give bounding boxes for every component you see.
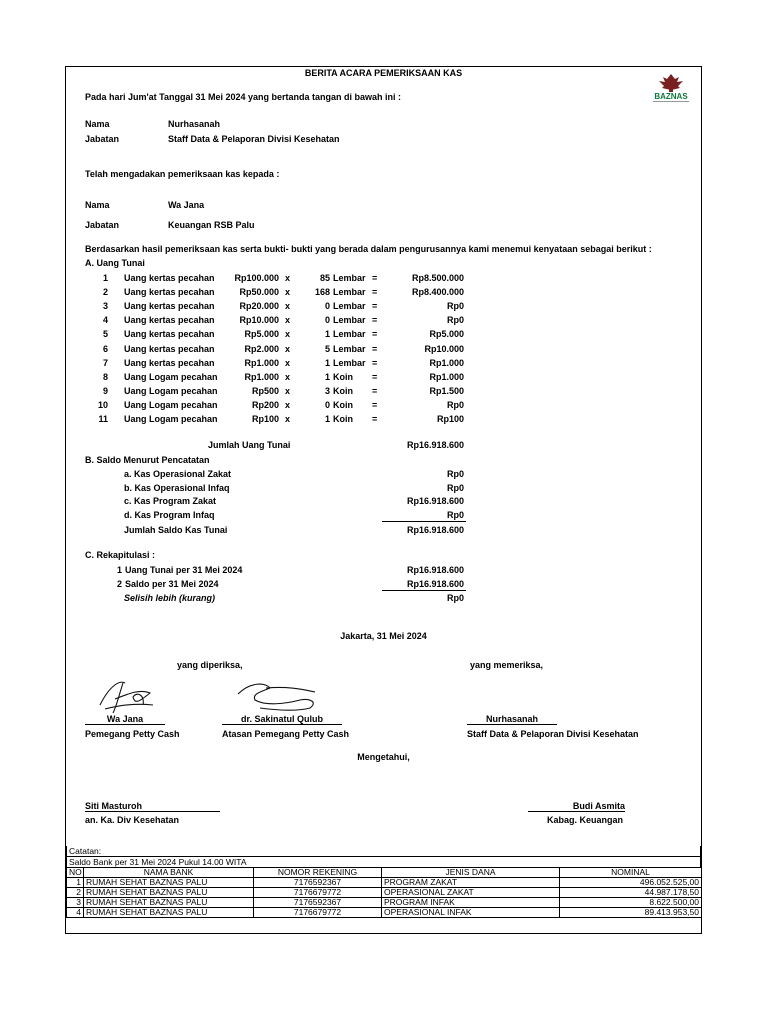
cash-row-total: Rp1.000 xyxy=(429,357,464,368)
cash-row-x: x xyxy=(285,357,291,368)
rekap-row-value: Rp16.918.600 xyxy=(406,565,464,575)
cash-row-no: 9 xyxy=(102,385,108,396)
jumlah-saldo-value: Rp16.918.600 xyxy=(406,525,464,535)
saldo-bank-label: Saldo Bank per 31 Mei 2024 Pukul 14.00 WITA xyxy=(66,856,701,867)
jumlah-saldo-label: Jumlah Saldo Kas Tunai xyxy=(124,525,228,535)
cash-row-qty: 1 xyxy=(324,329,330,340)
cash-row-unit: Lembar xyxy=(333,273,366,283)
cash-row-unit: Lembar xyxy=(333,343,366,354)
cash-row-unit: Koin xyxy=(333,371,353,382)
cash-row-desc: Uang Logam pecahan xyxy=(124,399,218,410)
cash-row-total: Rp8.500.000 xyxy=(411,273,464,283)
bank-cell: 7176592367 xyxy=(254,878,382,888)
cash-row-x: x xyxy=(285,315,291,326)
cash-row-eq: = xyxy=(372,273,378,283)
bank-cell: 44.987.178,50 xyxy=(560,888,702,898)
bank-table xyxy=(66,867,702,918)
notes-section xyxy=(66,846,701,918)
signatory-3-role: Staff Data & Pelaporan Divisi Kesehatan xyxy=(467,729,639,739)
cash-row-no: 6 xyxy=(102,343,108,354)
bank-cell: 496.052.525,00 xyxy=(560,878,702,888)
cash-row-no: 7 xyxy=(102,357,108,368)
rekap-row-value: Rp16.918.600 xyxy=(406,578,464,589)
person1-nama-label: Nama xyxy=(85,119,110,129)
cash-row-desc: Uang kertas pecahan xyxy=(124,357,215,368)
cash-row-total: Rp0 xyxy=(446,301,464,312)
cash-row-unit: Koin xyxy=(333,399,353,410)
cash-row-total: Rp0 xyxy=(446,315,464,326)
place-date: Jakarta, 31 Mei 2024 xyxy=(340,631,427,641)
section-a-heading: A. Uang Tunai xyxy=(85,258,145,268)
cash-row-denom: Rp100.000 xyxy=(234,273,279,283)
approver-2-name: Budi Asmita xyxy=(528,801,625,812)
cash-row-x: x xyxy=(285,301,291,312)
bank-cell: RUMAH SEHAT BAZNAS PALU xyxy=(84,898,254,908)
cash-row-x: x xyxy=(285,385,291,396)
bank-header-cell: NO xyxy=(67,868,84,878)
bank-cell: 3 xyxy=(67,898,84,908)
signatory-2-role: Atasan Pemegang Petty Cash xyxy=(222,729,350,739)
cash-row-x: x xyxy=(285,329,291,340)
cash-row-eq: = xyxy=(372,371,378,382)
bank-cell: 7176679772 xyxy=(254,908,382,918)
person2-jabatan-label: Jabatan xyxy=(85,220,120,230)
cash-row-total: Rp100 xyxy=(436,414,464,424)
saldo-row-value: Rp16.918.600 xyxy=(406,496,464,506)
cash-row-x: x xyxy=(285,399,291,410)
diperiksa-label: yang diperiksa, xyxy=(177,660,243,670)
section-c-heading: C. Rekapitulasi : xyxy=(85,550,156,560)
bank-table-row xyxy=(67,878,702,888)
cash-row-total: Rp10.000 xyxy=(424,343,464,354)
cash-row-qty: 1 xyxy=(324,357,330,368)
signature-wa-jana xyxy=(95,675,160,717)
cash-row-desc: Uang Logam pecahan xyxy=(124,385,218,396)
cash-row-desc: Uang kertas pecahan xyxy=(124,301,215,312)
bank-cell: 4 xyxy=(67,908,84,918)
cash-row-unit: Lembar xyxy=(333,287,366,298)
cash-row-unit: Lembar xyxy=(333,315,366,326)
bank-table-row xyxy=(67,898,702,908)
cash-row-desc: Uang kertas pecahan xyxy=(124,273,215,283)
cash-row-desc: Uang kertas pecahan xyxy=(124,343,215,354)
cash-row-eq: = xyxy=(372,287,378,298)
saldo-row-label: b. Kas Operasional Infaq xyxy=(124,482,230,493)
catatan-label: Catatan: xyxy=(66,846,701,856)
bank-cell: 1 xyxy=(67,878,84,888)
bank-cell: 2 xyxy=(67,888,84,898)
saldo-row-label: a. Kas Operasional Zakat xyxy=(124,469,232,479)
cash-row-denom: Rp10.000 xyxy=(239,315,279,326)
cash-row-denom: Rp5.000 xyxy=(244,329,279,340)
cash-row-total: Rp0 xyxy=(446,399,464,410)
bank-header-cell: NOMOR REKENING xyxy=(254,868,382,878)
saldo-sum-line xyxy=(382,521,466,522)
cash-row-unit: Lembar xyxy=(333,301,366,312)
bank-cell: OPERASIONAL INFAK xyxy=(382,908,560,918)
person1-nama: Nurhasanah xyxy=(168,119,221,129)
cash-row-denom: Rp2.000 xyxy=(244,343,279,354)
telah-text: Telah mengadakan pemeriksaan kas kepada : xyxy=(85,169,280,179)
bank-cell: 8.622.500,00 xyxy=(560,898,702,908)
cash-row-eq: = xyxy=(372,315,378,326)
signatory-3-name: Nurhasanah xyxy=(467,714,557,725)
cash-row-no: 3 xyxy=(102,301,108,312)
bank-table-header xyxy=(67,868,702,878)
cash-row-denom: Rp20.000 xyxy=(239,301,279,312)
cash-row-denom: Rp50.000 xyxy=(239,287,279,298)
intro-text: Pada hari Jum'at Tanggal 31 Mei 2024 yang bertanda tangan di bawah ini : xyxy=(85,92,402,102)
cash-row-denom: Rp100 xyxy=(251,414,279,424)
cash-row-qty: 1 xyxy=(324,371,330,382)
person2-nama-label: Nama xyxy=(85,200,110,210)
cash-row-desc: Uang kertas pecahan xyxy=(124,315,215,326)
cash-row-qty: 85 xyxy=(319,273,330,283)
section-b-heading: B. Saldo Menurut Pencatatan xyxy=(85,455,210,465)
cash-row-unit: Lembar xyxy=(333,357,366,368)
cash-row-eq: = xyxy=(372,301,378,312)
cash-row-no: 4 xyxy=(102,315,108,326)
signature-sakinatul xyxy=(230,678,325,714)
rekap-row-label: Uang Tunai per 31 Mei 2024 xyxy=(125,565,243,575)
rekap-row-no: 2 xyxy=(116,578,122,589)
approver-2-role: Kabag. Keuangan xyxy=(547,815,624,825)
cash-row-x: x xyxy=(285,414,291,424)
cash-row-total: Rp5.000 xyxy=(429,329,464,340)
bank-cell: PROGRAM INFAK xyxy=(382,898,560,908)
memeriksa-label: yang memeriksa, xyxy=(470,660,544,670)
cash-row-unit: Lembar xyxy=(333,329,366,340)
cash-row-no: 2 xyxy=(102,287,108,298)
signatory-1-role: Pemegang Petty Cash xyxy=(85,729,180,739)
cash-row-no: 5 xyxy=(102,329,108,340)
rekap-row-label: Saldo per 31 Mei 2024 xyxy=(125,578,219,589)
berdasarkan-text: Berdasarkan hasil pemeriksaan kas serta bukti- bukti yang berada dalam pengurusannya kami menemui kenyataan sebagai berikut : xyxy=(85,244,652,254)
cash-row-x: x xyxy=(285,273,291,283)
bank-table-row xyxy=(67,908,702,918)
bank-table-row xyxy=(67,888,702,898)
cash-row-total: Rp1.000 xyxy=(429,371,464,382)
bank-header-cell: NAMA BANK xyxy=(84,868,254,878)
approver-1-name: Siti Masturoh xyxy=(85,801,220,812)
saldo-row-value: Rp0 xyxy=(446,469,464,479)
bank-cell: RUMAH SEHAT BAZNAS PALU xyxy=(84,908,254,918)
selisih-label: Selisih lebih (kurang) xyxy=(124,593,216,603)
mengetahui-label: Mengetahui, xyxy=(357,752,410,762)
cash-row-no: 10 xyxy=(97,399,108,410)
svg-text:BAZNAS: BAZNAS xyxy=(654,92,688,101)
rekap-row-no: 1 xyxy=(116,565,122,575)
bank-cell: PROGRAM ZAKAT xyxy=(382,878,560,888)
page-title: BERITA ACARA PEMERIKSAAN KAS xyxy=(304,68,463,78)
cash-row-desc: Uang Logam pecahan xyxy=(124,414,218,424)
saldo-row-value: Rp0 xyxy=(446,482,464,493)
person2-jabatan: Keuangan RSB Palu xyxy=(168,220,255,230)
cash-row-unit: Koin xyxy=(333,414,353,424)
bank-cell: 7176679772 xyxy=(254,888,382,898)
saldo-row-label: d. Kas Program Infaq xyxy=(124,509,215,520)
cash-row-no: 8 xyxy=(102,371,108,382)
person1-jabatan-label: Jabatan xyxy=(85,134,120,144)
cash-row-eq: = xyxy=(372,357,378,368)
bank-header-cell: JENIS DANA xyxy=(382,868,560,878)
cash-row-qty: 168 xyxy=(314,287,330,298)
signatory-2-name: dr. Sakinatul Qulub xyxy=(222,714,342,725)
cash-row-eq: = xyxy=(372,399,378,410)
bank-cell: RUMAH SEHAT BAZNAS PALU xyxy=(84,878,254,888)
cash-row-qty: 3 xyxy=(324,385,330,396)
cash-row-no: 1 xyxy=(102,273,108,283)
cash-row-desc: Uang Logam pecahan xyxy=(124,371,218,382)
cash-row-denom: Rp1.000 xyxy=(244,357,279,368)
cash-row-eq: = xyxy=(372,385,378,396)
cash-row-x: x xyxy=(285,287,291,298)
saldo-row-label: c. Kas Program Zakat xyxy=(124,496,217,506)
cash-row-total: Rp8.400.000 xyxy=(411,287,464,298)
cash-row-eq: = xyxy=(372,329,378,340)
jumlah-uang-tunai-value: Rp16.918.600 xyxy=(406,440,464,450)
cash-row-qty: 0 xyxy=(324,315,330,326)
cash-row-denom: Rp500 xyxy=(251,385,279,396)
cash-row-qty: 1 xyxy=(324,414,330,424)
cash-row-qty: 5 xyxy=(324,343,330,354)
cash-row-eq: = xyxy=(372,343,378,354)
cash-row-desc: Uang kertas pecahan xyxy=(124,287,215,298)
bank-cell: OPERASIONAL ZAKAT xyxy=(382,888,560,898)
cash-row-denom: Rp1.000 xyxy=(244,371,279,382)
cash-row-eq: = xyxy=(372,414,378,424)
bank-cell: RUMAH SEHAT BAZNAS PALU xyxy=(84,888,254,898)
selisih-value: Rp0 xyxy=(446,593,464,603)
cash-row-qty: 0 xyxy=(324,399,330,410)
approver-1-role: an. Ka. Div Kesehatan xyxy=(85,815,180,825)
jumlah-uang-tunai-label: Jumlah Uang Tunai xyxy=(208,440,291,450)
bank-cell: 7176592367 xyxy=(254,898,382,908)
cash-row-qty: 0 xyxy=(324,301,330,312)
cash-row-x: x xyxy=(285,343,291,354)
cash-row-total: Rp1.500 xyxy=(429,385,464,396)
saldo-row-value: Rp0 xyxy=(446,509,464,520)
cash-row-denom: Rp200 xyxy=(251,399,279,410)
cash-row-unit: Koin xyxy=(333,385,353,396)
cash-row-no: 11 xyxy=(98,414,108,424)
person2-nama: Wa Jana xyxy=(168,200,205,210)
person1-jabatan: Staff Data & Pelaporan Divisi Kesehatan xyxy=(168,134,340,144)
signatory-1-name: Wa Jana xyxy=(85,714,165,725)
bank-cell: 89.413.953,50 xyxy=(560,908,702,918)
bank-header-cell: NOMINAL xyxy=(560,868,702,878)
rekap-sum-line xyxy=(382,590,466,591)
cash-row-x: x xyxy=(285,371,291,382)
cash-row-desc: Uang kertas pecahan xyxy=(124,329,215,340)
